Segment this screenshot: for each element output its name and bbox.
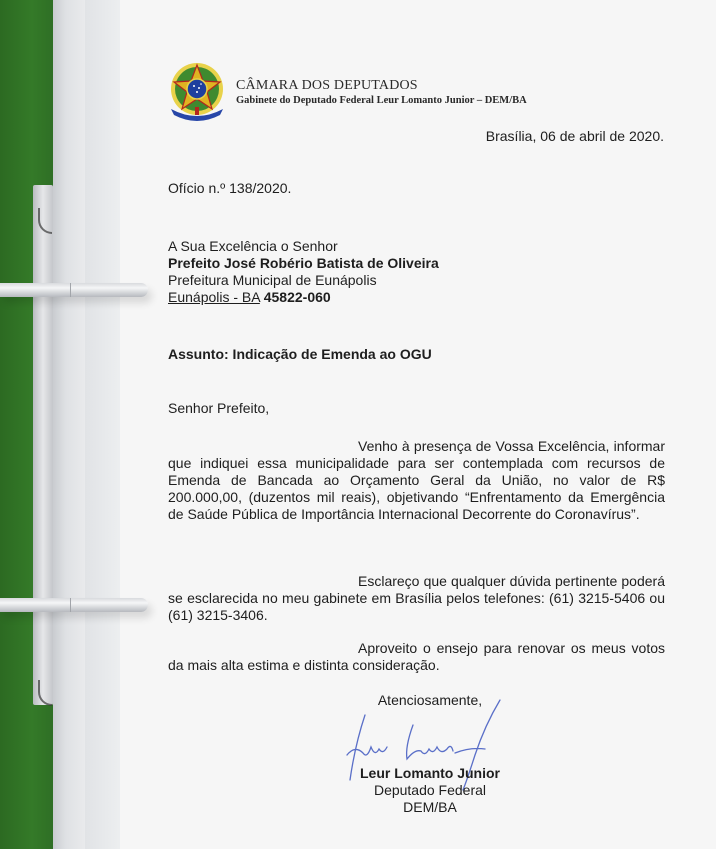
addressee-salutation: A Sua Excelência o Senhor — [168, 238, 338, 254]
binder-spine — [53, 0, 85, 849]
signer-name: Leur Lomanto Junior — [360, 765, 500, 781]
addressee-block — [168, 238, 439, 306]
addressee-city: Eunápolis - BA — [168, 289, 260, 305]
body-paragraph: Esclareço que qualquer dúvida pertinente poderá se esclarecida no meu gabinete em Brasília pelos telefones: (61) 3215-5406 ou (61) 3215-3406. — [168, 573, 665, 623]
letter-reference: Ofício n.º 138/2020. — [168, 180, 292, 196]
letterhead-office: Gabinete do Deputado Federal Leur Lomanto Junior – DEM/BA — [236, 95, 527, 106]
binder-ring-bottom — [0, 598, 148, 612]
addressee-name: Prefeito José Robério Batista de Oliveira — [168, 255, 439, 271]
binder-rail — [33, 185, 53, 705]
letterhead-house: CÂMARA DOS DEPUTADOS — [236, 78, 418, 93]
closing-word: Atenciosamente, — [377, 692, 483, 708]
signer-party: DEM/BA — [403, 799, 457, 815]
letter-subject: Assunto: Indicação de Emenda ao OGU — [168, 346, 432, 362]
brazil-coat-of-arms-icon — [162, 57, 232, 127]
letter-greeting: Senhor Prefeito, — [168, 400, 270, 416]
binder-ring-top — [0, 283, 148, 297]
body-paragraph: Venho à presença de Vossa Excelência, informar que indiquei essa municipalidade para ser contemplada com recursos de Emenda de Bancada ao Orçamento Geral da União, no valor de R$ 200.000,00, (duzentos mil reais), objetivando “Enfrentamento da Emergência de Saúde Pública de Importância Internacional Decorrente do Coronavírus”. — [168, 438, 665, 522]
signer-role: Deputado Federal — [373, 782, 487, 798]
addressee-institution: Prefeitura Municipal de Eunápolis — [168, 272, 377, 288]
addressee-zip: 45822-060 — [263, 289, 331, 305]
letterhead — [162, 57, 527, 127]
body-paragraph: Aproveito o ensejo para renovar os meus votos da mais alta estima e distinta consideração. — [168, 640, 665, 673]
letter-date: Brasília, 06 de abril de 2020. — [485, 128, 664, 144]
page-edge-shadow — [85, 0, 125, 849]
